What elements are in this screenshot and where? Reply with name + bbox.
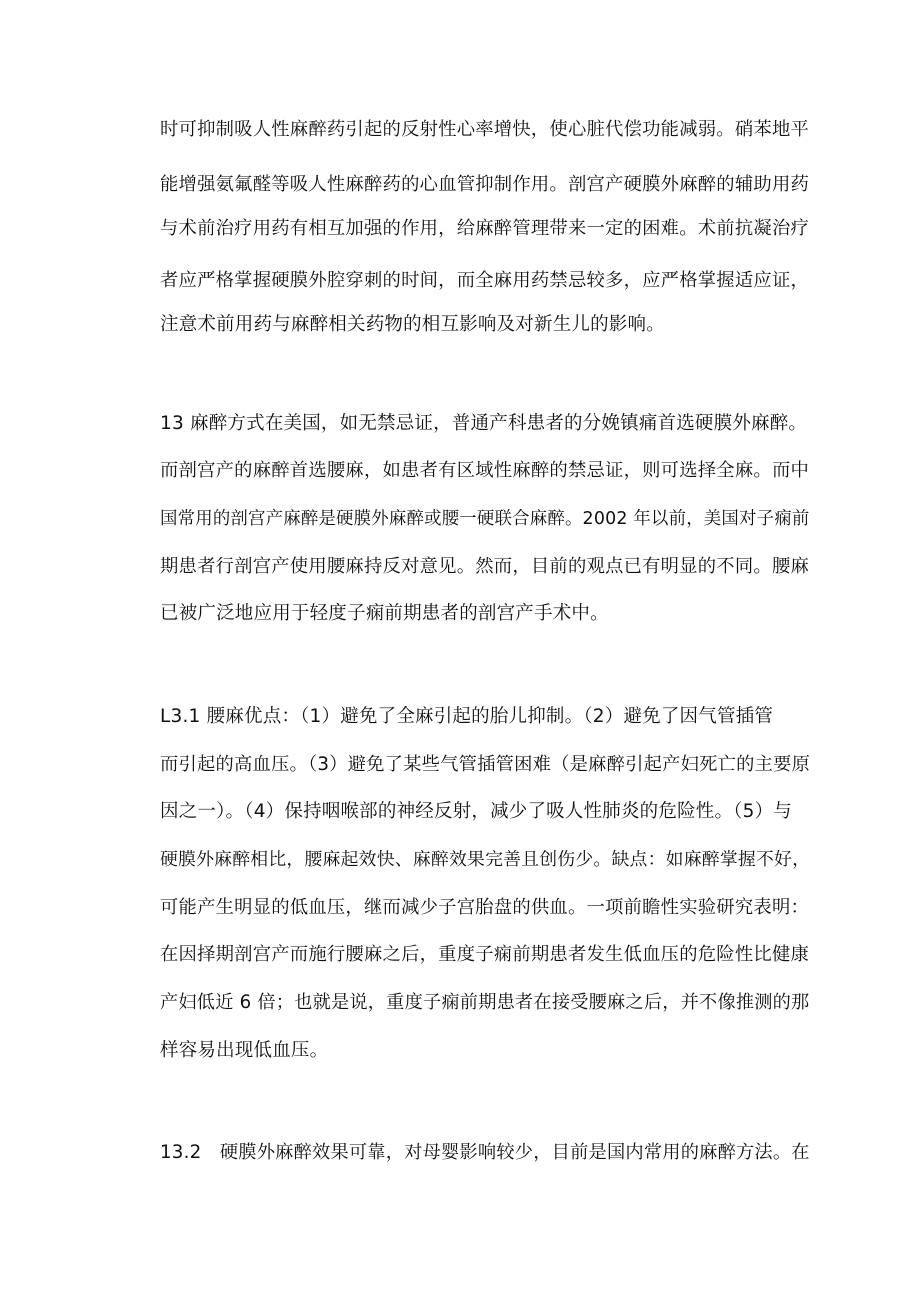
paragraph-2-line-4: 期患者行剖宫产使用腰麻持反对意见。然而，目前的观点已有明显的不同。腰麻 <box>160 556 810 577</box>
paragraph-2-line-5: 已被广泛地应用于轻度子痫前期患者的剖宫产手术中。 <box>160 603 609 624</box>
paragraph-3-line-8: 样容易出现低血压。 <box>160 1040 329 1061</box>
paragraph-2-line-1: 13 麻醉方式在美国，如无禁忌证，普通产科患者的分娩镇痛首选硬膜外麻醉。 <box>160 413 808 434</box>
paragraph-3-line-2: 而引起的高血压。（3）避免了某些气管插管困难（是麻醉引起产妇死亡的主要原 <box>160 754 811 775</box>
paragraph-1-line-3: 与术前治疗用药有相互加强的作用，给麻醉管理带来一定的困难。术前抗凝治疗 <box>160 218 810 239</box>
paragraph-3-line-5: 可能产生明显的低血压，继而减少子宫胎盘的供血。一项前瞻性实验研究表明： <box>160 897 810 918</box>
paragraph-3-line-1: L3.1 腰麻优点：（1）避免了全麻引起的胎儿抑制。（2）避免了因气管插管 <box>160 706 774 727</box>
paragraph-1-line-1: 时可抑制吸人性麻醉药引起的反射性心率增快，使心脏代偿功能减弱。硝苯地平 <box>160 119 810 140</box>
paragraph-1-line-4: 者应严格掌握硬膜外腔穿刺的时间，而全麻用药禁忌较多，应严格掌握适应证， <box>160 270 810 291</box>
paragraph-3-line-6: 在因择期剖宫产而施行腰麻之后，重度子痫前期患者发生低血压的危险性比健康 <box>160 944 810 965</box>
paragraph-3-line-7: 产妇低近 6 倍；也就是说，重度子痫前期患者在接受腰麻之后，并不像推测的那 <box>160 992 810 1013</box>
paragraph-2-line-2: 而剖宫产的麻醉首选腰麻，如患者有区域性麻醉的禁忌证，则可选择全麻。而中 <box>160 460 810 481</box>
paragraph-1-line-5: 注意术前用药与麻醉相关药物的相互影响及对新生儿的影响。 <box>160 314 665 335</box>
paragraph-3-line-3: 因之一）。（4）保持咽喉部的神经反射，减少了吸人性肺炎的危险性。（5）与 <box>160 801 792 822</box>
paragraph-4-line-1: 13.2 硬膜外麻醉效果可靠，对母婴影响较少，目前是国内常用的麻醉方法。在 <box>160 1142 810 1163</box>
paragraph-3-line-4: 硬膜外麻醉相比，腰麻起效快、麻醉效果完善且创伤少。缺点：如麻醉掌握不好， <box>160 849 811 870</box>
paragraph-1-line-2: 能增强氨氟醛等吸人性麻醉药的心血管抑制作用。剖宫产硬膜外麻醉的辅助用药 <box>160 174 810 195</box>
paragraph-2-line-3: 国常用的剖宫产麻醉是硬膜外麻醉或腰一硬联合麻醉。2002 年以前，美国对子痫前 <box>160 509 810 529</box>
